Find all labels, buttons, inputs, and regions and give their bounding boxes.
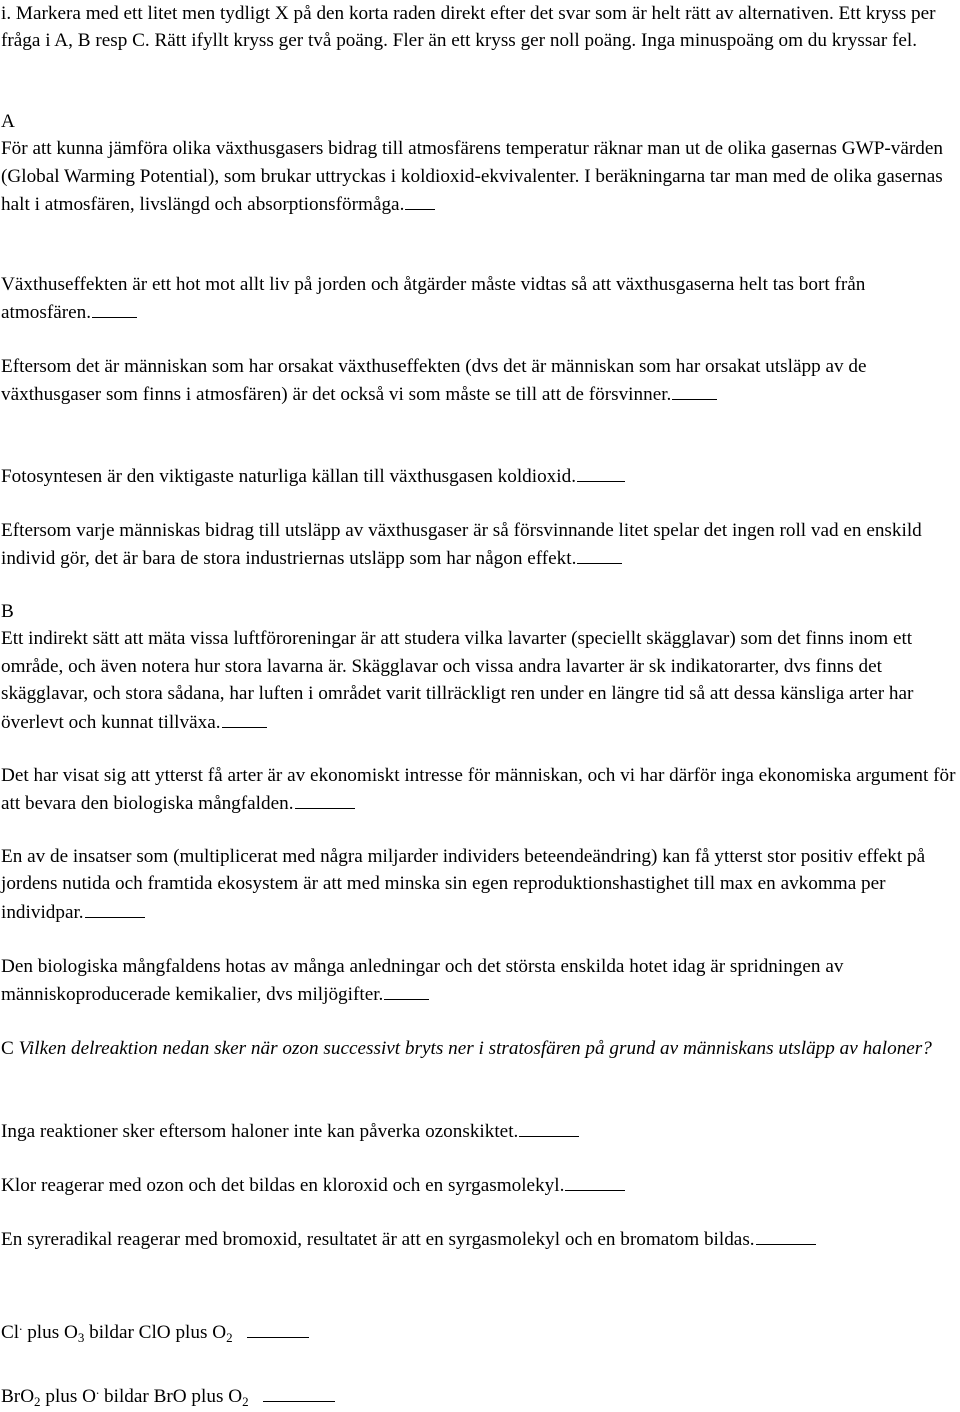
formula-c4-plus: plus O bbox=[22, 1322, 78, 1343]
formula-c5-product: bildar BrO plus O bbox=[99, 1386, 243, 1407]
answer-blank-a1[interactable] bbox=[405, 190, 435, 210]
statement-c2: Klor reagerar med ozon och det bildas en kloroxid och en syrgasmolekyl. bbox=[1, 1175, 565, 1196]
section-b-label: B bbox=[1, 601, 14, 622]
statement-a4-block bbox=[1, 462, 959, 490]
radical-dot: . bbox=[95, 1382, 100, 1397]
subscript: 2 bbox=[242, 1394, 249, 1409]
subscript: 2 bbox=[34, 1394, 41, 1409]
section-a bbox=[1, 108, 959, 219]
statement-a5: Eftersom varje människas bidrag till utsläpp av växthusgaser är så försvinnande litet spelar det ingen roll vad en enskild individ gör, det är bara de stora industriernas utsläpp som har någon effekt. bbox=[1, 520, 922, 570]
answer-blank-c2[interactable] bbox=[565, 1171, 625, 1191]
formula-c5-bro2: BrO bbox=[1, 1386, 35, 1407]
instructions-text: i. Markera med ett litet men tydligt X på den korta raden direkt efter det svar som är helt rätt av alternativen. Ett kryss per fråga i A, B resp C. Rätt ifyllt kryss ger två poäng. Fler än ett kryss ger noll poäng. Inga minuspoäng om du kryssar fel. bbox=[1, 3, 936, 52]
answer-blank-a3[interactable] bbox=[672, 380, 717, 400]
statement-b3: En av de insatser som (multiplicerat med några miljarder individers beteendeändring) kan få ytterst stor positiv effekt på jordens nutida och framtida ekosystem är att med minska sin egen reproduktionshastighet till max en avkomma per individpar. bbox=[1, 846, 926, 923]
answer-blank-a5[interactable] bbox=[577, 544, 622, 564]
statement-a2-block bbox=[1, 271, 959, 327]
statement-a3: Eftersom det är människan som har orsakat växthuseffekten (dvs det är människan som har orsakat utsläpp av de växthusgaser som finns i atmosfären) är det också vi som måste se till att de försvinner. bbox=[1, 356, 867, 406]
formula-c4-cl: Cl bbox=[1, 1322, 20, 1343]
answer-blank-b3[interactable] bbox=[85, 898, 145, 918]
statement-c1: Inga reaktioner sker eftersom haloner inte kan påverka ozonskiktet. bbox=[1, 1121, 519, 1142]
statement-c3-block bbox=[1, 1225, 959, 1253]
answer-blank-c1[interactable] bbox=[519, 1117, 579, 1137]
section-b bbox=[1, 598, 959, 736]
statement-c1-block bbox=[1, 1117, 959, 1145]
formula-c4-product: bildar ClO plus O bbox=[84, 1322, 227, 1343]
formula-c5 bbox=[1, 1382, 959, 1410]
statement-b3-block bbox=[1, 843, 959, 926]
section-c-question bbox=[1, 1035, 959, 1062]
section-c-label: C bbox=[1, 1038, 14, 1059]
answer-blank-c3[interactable] bbox=[756, 1225, 816, 1245]
formula-c4 bbox=[1, 1318, 959, 1346]
statement-c3: En syreradikal reagerar med bromoxid, resultatet är att en syrgasmolekyl och en bromatom bildas. bbox=[1, 1229, 755, 1250]
subscript: 3 bbox=[77, 1330, 85, 1345]
answer-blank-b4[interactable] bbox=[384, 980, 429, 1000]
statement-b4: Den biologiska mångfaldens hotas av många anledningar och det största enskilda hotet idag är spridningen av människoproducerade kemikalier, dvs miljögifter. bbox=[1, 956, 844, 1006]
answer-blank-c4[interactable] bbox=[247, 1318, 309, 1338]
formula-c5-plus: plus O bbox=[40, 1386, 96, 1407]
statement-b1: Ett indirekt sätt att mäta vissa luftföroreningar är att studera vilka lavarter (speciellt skägglavar) som det finns inom ett område, och även notera hur stora lavarna är. Skägglavar och vissa andra lavarter är sk indikatorarter, dvs finns det skägglavar, och stora sådana, har luften i området varit tillräckligt ren under en längre tid så att dessa känsliga arter har överlevt och kunnat tillväxa. bbox=[1, 628, 914, 733]
answer-blank-b1[interactable] bbox=[222, 708, 267, 728]
statement-b4-block bbox=[1, 953, 959, 1009]
answer-blank-b2[interactable] bbox=[295, 789, 355, 809]
statement-c2-block bbox=[1, 1171, 959, 1199]
statement-a4: Fotosyntesen är den viktigaste naturliga källan till växthusgasen koldioxid. bbox=[1, 466, 576, 487]
answer-blank-a2[interactable] bbox=[92, 298, 137, 318]
statement-a5-block bbox=[1, 517, 959, 573]
statement-a1: För att kunna jämföra olika växthusgasers bidrag till atmosfärens temperatur räknar man ut de olika gasernas GWP-värden (Global Warming Potential), som brukar uttryckas i koldioxid-ekvivalenter. I beräkningarna tar man med de olika gasernas halt i atmosfären, livslängd och absorptionsförmåga. bbox=[1, 138, 944, 216]
statement-b2-block bbox=[1, 762, 959, 818]
radical-dot: . bbox=[19, 1318, 23, 1333]
question-c: Vilken delreaktion nedan sker när ozon successivt bryts ner i stratosfären på grund av människans utsläpp av haloner? bbox=[18, 1038, 932, 1059]
section-a-label: A bbox=[1, 111, 15, 132]
statement-a3-block bbox=[1, 353, 959, 409]
answer-blank-c5[interactable] bbox=[263, 1382, 335, 1402]
statement-b2: Det har visat sig att ytterst få arter är av ekonomiskt intresse för människan, och vi har därför inga ekonomiska argument för att bevara den biologiska mångfalden. bbox=[1, 765, 956, 815]
statement-a2: Växthuseffekten är ett hot mot allt liv på jorden och åtgärder måste vidtas så att växthusgaserna helt tas bort från atmosfären. bbox=[1, 274, 866, 324]
answer-blank-a4[interactable] bbox=[577, 462, 625, 482]
subscript: 2 bbox=[226, 1330, 233, 1345]
